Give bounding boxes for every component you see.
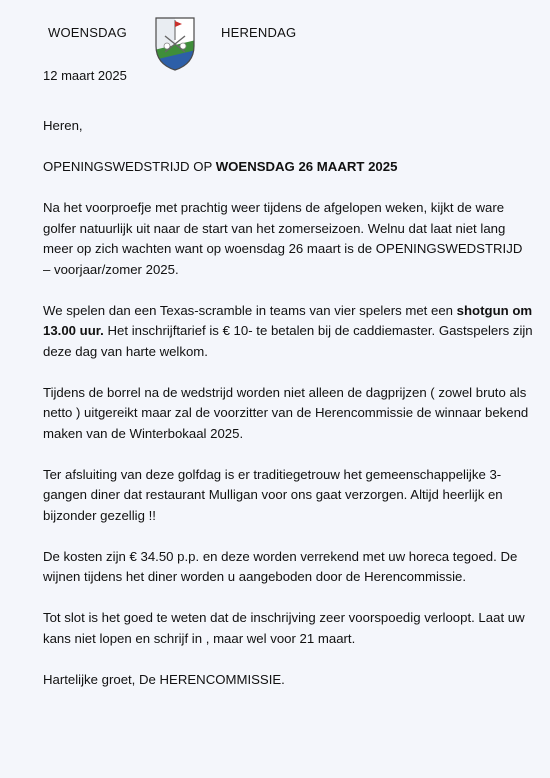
- salutation: Heren,: [43, 118, 83, 133]
- golf-club-crest-icon: [154, 16, 196, 72]
- title-date: WOENSDAG 26 MAART 2025: [215, 159, 398, 174]
- letter-date: 12 maart 2025: [43, 68, 127, 83]
- paragraph-borrel: Tijdens de borrel na de wedstrijd worden niet alleen de dagprijzen ( zowel bruto als netto ) uitgereikt maar zal de voorzitter van de Herencommissie de winnaar bekend maken van de Winterbokaal 2025.: [43, 384, 529, 441]
- paragraph-slot: Tot slot is het goed te weten dat de inschrijving zeer voorspoedig verloopt. Laat uw kans niet lopen en schrijf in , maar wel voor 21 maart.: [43, 610, 525, 646]
- format-shotgun: shotgun om 13.00 uur.: [43, 302, 533, 338]
- format-text-a: We spelen dan een Texas-scramble in teams van vier spelers met een: [43, 302, 457, 318]
- paragraph-format: [43, 301, 533, 363]
- closing-greeting: Hartelijke groet, De HERENCOMMISSIE.: [43, 671, 285, 687]
- letter-title: [43, 157, 533, 178]
- paragraph-diner: Ter afsluiting van deze golfdag is er traditiegetrouw het gemeenschappelijke 3-gangen diner dat restaurant Mulligan voor ons gaat verzorgen. Altijd heerlijk en bijzonder gezellig !!: [43, 466, 503, 523]
- header-right-text: HERENDAG: [221, 25, 297, 40]
- letter-body: [43, 116, 533, 690]
- header-left-text: WOENSDAG: [48, 25, 127, 40]
- paragraph-kosten: De kosten zijn € 34.50 p.p. en deze worden verrekend met uw horeca tegoed. De wijnen tijdens het diner worden u aangeboden door de Herencommissie.: [43, 548, 518, 584]
- title-prefix: OPENINGSWEDSTRIJD OP: [43, 159, 216, 174]
- format-text-b: Het inschrijftarief is € 10- te betalen bij de caddiemaster. Gastspelers zijn deze dag van harte welkom.: [43, 323, 533, 359]
- paragraph-intro: Na het voorproefje met prachtig weer tijdens de afgelopen weken, kijkt de ware golfer natuurlijk uit naar de start van het zomerseizoen. Welnu dat laat niet lang meer op zich wachten want op woensdag 26 maart is de OPENINGSWEDSTRIJD – voorjaar/zomer 2025.: [43, 200, 523, 277]
